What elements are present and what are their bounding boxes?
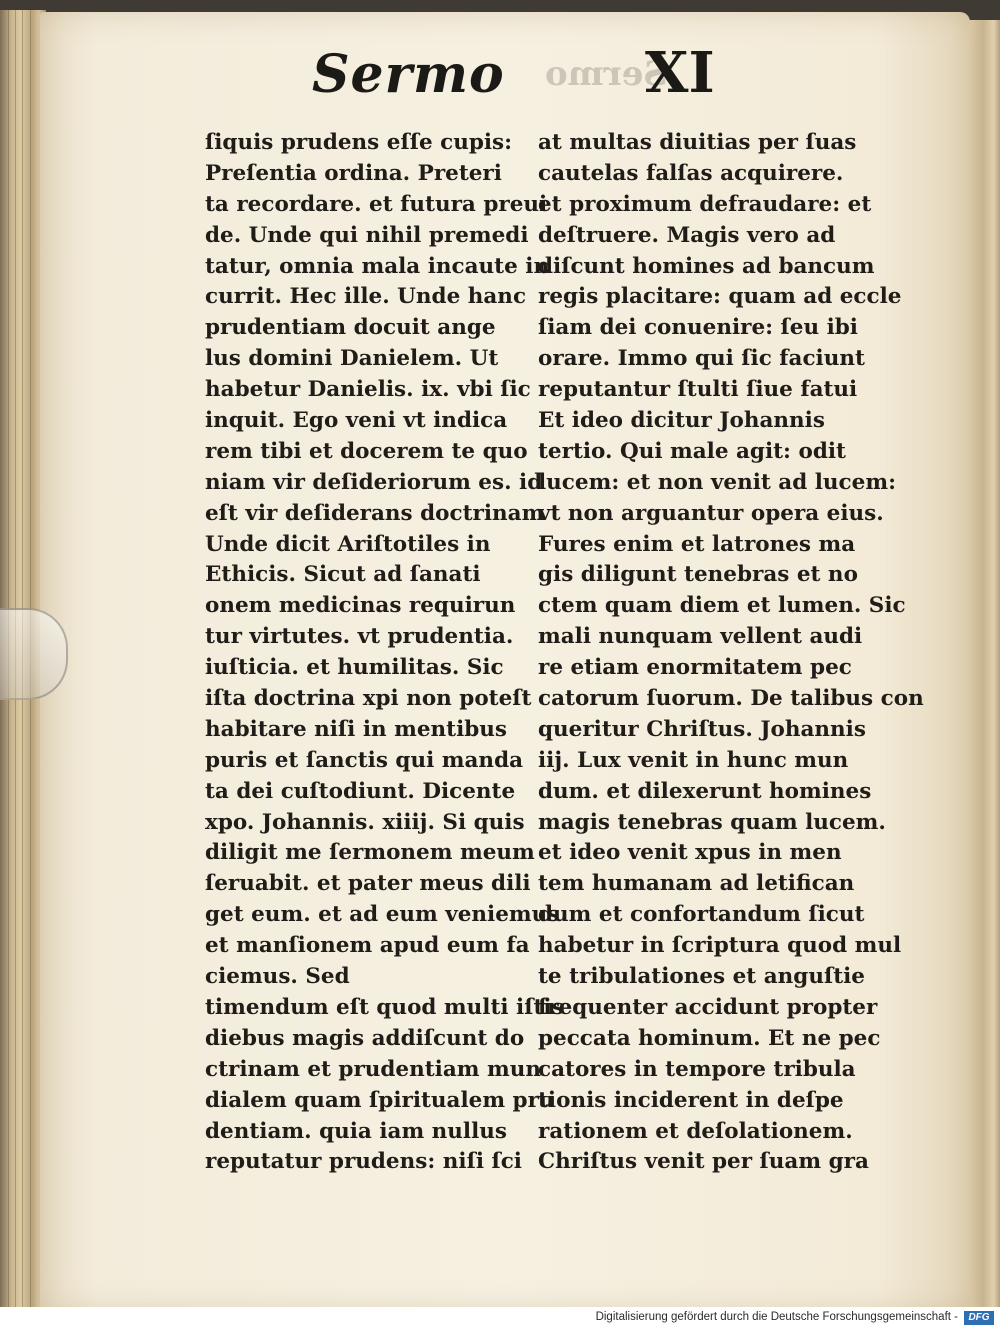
right-text-column xyxy=(538,128,924,1178)
text-line: iij. Lux venit in hunc mun xyxy=(538,747,849,773)
text-line: de. Unde qui nihil premedi xyxy=(205,222,529,248)
text-line: magis tenebras quam lucem. xyxy=(538,809,886,835)
text-line: re etiam enormitatem pec xyxy=(538,655,852,681)
text-line: ciemus. Sed xyxy=(205,964,350,990)
text-line: xpo. Johannis. xiiij. Si quis xyxy=(205,809,525,835)
text-line: frequenter accidunt propter xyxy=(538,994,878,1020)
text-line: dentiam. quia iam nullus xyxy=(205,1118,508,1144)
text-line: ta dei cuſtodiunt. Dicente xyxy=(205,778,516,804)
text-line: tertio. Qui male agit: odit xyxy=(538,438,846,464)
text-line: diligit me ſermonem meum xyxy=(205,840,535,866)
text-line: tem humanam ad letifican xyxy=(538,871,855,897)
footer-bar xyxy=(0,1307,1000,1329)
text-line: onem medicinas requirun xyxy=(205,593,516,619)
text-line: iuſticia. et humilitas. Sic xyxy=(205,655,504,681)
text-line: dialem quam ſpiritualem pru xyxy=(205,1087,555,1113)
dfg-logo: DFG xyxy=(964,1311,994,1325)
text-line: diſcunt homines ad bancum xyxy=(538,253,875,279)
text-line: catores in tempore tribula xyxy=(538,1056,856,1082)
text-line: lus domini Danielem. Ut xyxy=(205,346,499,372)
bleed-through-text: Sermo xyxy=(545,54,668,94)
running-title: Sermo xyxy=(312,44,505,105)
text-line: vt non arguantur opera eius. xyxy=(538,500,884,526)
text-line: prudentiam docuit ange xyxy=(205,315,496,341)
text-line: puris et ſanctis qui manda xyxy=(205,747,524,773)
text-line: cautelas falſas acquirere. xyxy=(538,160,844,186)
text-line: catorum ſuorum. De talibus con xyxy=(538,686,924,712)
text-line: ſeruabit. et pater meus dili xyxy=(205,871,531,897)
text-line: tionis inciderent in deſpe xyxy=(538,1087,844,1113)
text-line: niam vir deſideriorum es. id xyxy=(205,469,543,495)
text-line: dum et confortandum ſicut xyxy=(538,902,865,928)
text-line: rationem et deſolationem. xyxy=(538,1118,853,1144)
page-clip xyxy=(0,608,68,700)
text-line: et proximum defraudare: et xyxy=(538,191,872,217)
text-line: get eum. et ad eum veniemus xyxy=(205,902,560,928)
text-line: et ideo venit xpus in men xyxy=(538,840,842,866)
text-line: gis diligunt tenebras et no xyxy=(538,562,858,588)
text-line: habetur Danielis. ix. vbi ſic xyxy=(205,377,531,403)
text-line: Unde dicit Ariſtotiles in xyxy=(205,531,491,557)
text-line: deſtruere. Magis vero ad xyxy=(538,222,836,248)
text-line: iſta doctrina xpi non poteſt xyxy=(205,686,532,712)
text-line: et manſionem apud eum fa xyxy=(205,933,530,959)
text-line: regis placitare: quam ad eccle xyxy=(538,284,902,310)
text-line: reputantur ſtulti ſiue fatui xyxy=(538,377,858,403)
text-line: queritur Chriſtus. Johannis xyxy=(538,716,866,742)
text-line: dum. et dilexerunt homines xyxy=(538,778,872,804)
text-line: at multas diuitias per ſuas xyxy=(538,130,857,155)
running-header xyxy=(300,40,740,110)
text-line: te tribulationes et anguſtie xyxy=(538,964,865,990)
text-line: peccata hominum. Et ne pec xyxy=(538,1025,881,1051)
text-line: eſt vir deſiderans doctrinam xyxy=(205,500,545,526)
text-line: Chriſtus venit per ſuam gra xyxy=(538,1149,869,1175)
text-line: ctrinam et prudentiam mun xyxy=(205,1056,542,1082)
funding-credit: Digitalisierung gefördert durch die Deutsche Forschungsgemeinschaft - xyxy=(595,1311,958,1323)
text-line: timendum eſt quod multi iſtis xyxy=(205,994,564,1020)
text-line: ſiquis prudens eſſe cupis: xyxy=(205,130,513,155)
text-line: ſiam dei conuenire: ſeu ibi xyxy=(538,315,858,341)
text-line: lucem: et non venit ad lucem: xyxy=(538,469,897,495)
text-line: reputatur prudens: niſi ſci xyxy=(205,1149,522,1175)
text-line: Fures enim et latrones ma xyxy=(538,531,856,557)
text-line: diebus magis addiſcunt do xyxy=(205,1025,525,1051)
text-line: mali nunquam vellent audi xyxy=(538,624,863,650)
text-line: currit. Hec ille. Unde hanc xyxy=(205,284,527,310)
text-line: inquit. Ego veni vt indica xyxy=(205,408,508,434)
text-line: Ethicis. Sicut ad ſanati xyxy=(205,562,481,588)
text-line: Et ideo dicitur Johannis xyxy=(538,408,825,434)
text-line: tatur, omnia mala incaute in xyxy=(205,253,550,279)
text-line: ta recordare. et futura preui xyxy=(205,191,548,217)
left-text-column xyxy=(205,128,564,1178)
text-line: ctem quam diem et lumen. Sic xyxy=(538,593,906,619)
text-line: tur virtutes. vt prudentia. xyxy=(205,624,514,650)
text-line: rem tibi et docerem te quo xyxy=(205,438,528,464)
folio-number: XI xyxy=(645,40,715,106)
text-line: Preſentia ordina. Preteri xyxy=(205,160,502,186)
text-line: habitare niſi in mentibus xyxy=(205,716,508,742)
text-line: habetur in ſcriptura quod mul xyxy=(538,933,902,959)
text-line: orare. Immo qui ſic faciunt xyxy=(538,346,865,372)
